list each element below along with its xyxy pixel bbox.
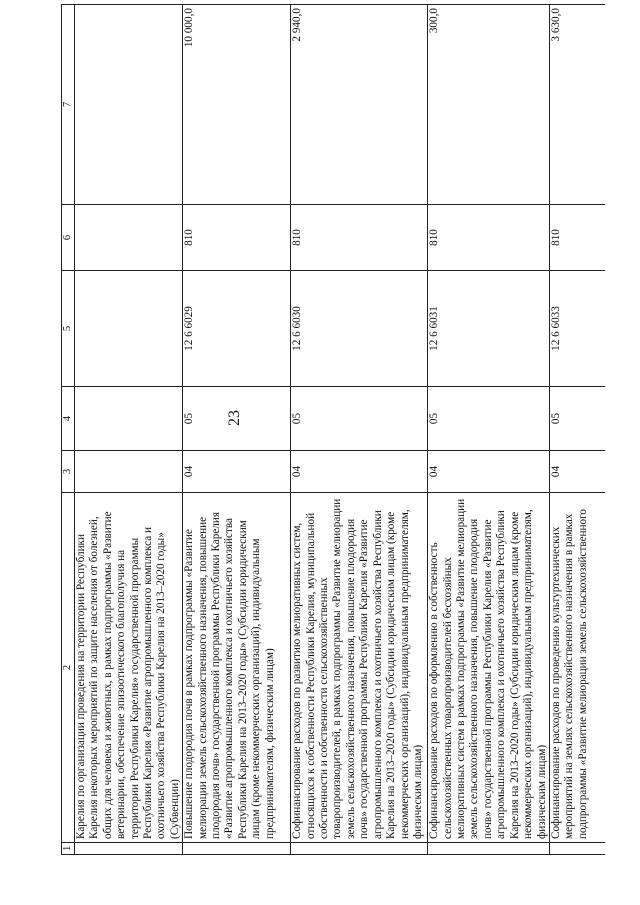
cell-expense-type bbox=[75, 205, 183, 271]
column-header: 2 bbox=[62, 493, 75, 843]
table-row bbox=[291, 5, 428, 855]
page-number: 23 bbox=[226, 410, 243, 426]
cell-subsection: 05 bbox=[291, 387, 428, 451]
cell-subsection: 05 bbox=[183, 387, 291, 451]
budget-table bbox=[61, 4, 605, 855]
cell-target-code: 12 6 6029 bbox=[183, 271, 291, 387]
column-header: 7 bbox=[62, 5, 75, 205]
cell-description: Софинансирование расходов по развитию мелиоративных систем, относящихся к собственности Республики Карелия, муниципальной собственности и собственности сельскохозяйственных товаропроизводителей, в рамках подпрограммы «Развитие мелиорации земель сельскохозяйственного назначения, повышение плодородия почв» государственной программы Республики Карелия «Развитие агропромышленного комплекса и охотничьего хозяйства Республики Карелия на 2013–2020 годы» (Субсидии юридическим лицам (кроме некоммерческих организаций), индивидуальным предпринимателям, физическим лицам) bbox=[291, 493, 428, 843]
cell-subsection: 05 bbox=[549, 387, 605, 451]
cell-target-code: 12 6 6030 bbox=[291, 271, 428, 387]
cell-amount: 2 940,0 bbox=[291, 5, 428, 205]
cell-subsection: 05 bbox=[428, 387, 550, 451]
column-header: 3 bbox=[62, 451, 75, 493]
cell-col1 bbox=[549, 843, 605, 855]
cell-expense-type: 810 bbox=[549, 205, 605, 271]
cell-description: Софинансирование расходов по оформлению в собственность сельскохозяйственных товаропроизводителей бесхозяйных мелиоративных систем в рамках подпрограммы «Развитие мелиорации земель сельскохозяйственного назначения, повышение плодородия почв» государственной программы Республики Карелия «Развитие агропромышленного комплекса и охотничьего хозяйства Республики Карелия на 2013–2020 годы» (Субсидии юридическим лицам (кроме некоммерческих организаций), индивидуальным предпринимателям, физическим лицам) bbox=[428, 493, 550, 843]
column-header: 1 bbox=[62, 843, 75, 855]
cell-amount: 300,0 bbox=[428, 5, 550, 205]
cell-target-code: 12 6 6033 bbox=[549, 271, 605, 387]
cell-expense-type: 810 bbox=[183, 205, 291, 271]
cell-expense-type: 810 bbox=[428, 205, 550, 271]
cell-section bbox=[75, 451, 183, 493]
cell-col1 bbox=[291, 843, 428, 855]
cell-section: 04 bbox=[549, 451, 605, 493]
cell-col1 bbox=[428, 843, 550, 855]
rotated-table-wrapper bbox=[61, 5, 616, 855]
cell-amount bbox=[75, 5, 183, 205]
column-header: 6 bbox=[62, 205, 75, 271]
table-row bbox=[75, 5, 183, 855]
cell-amount: 3 630,0 bbox=[549, 5, 605, 205]
column-header: 5 bbox=[62, 271, 75, 387]
cell-description: Софинансирование расходов по проведению культуртехнических мероприятий на землях сельскохозяйственного назначения в рамках подпрограммы «Развитие мелиорации земель сельскохозяйственного bbox=[549, 493, 605, 843]
cell-description: Повышение плодородия почв в рамках подпрограммы «Развитие мелиорации земель сельскохозяйственного назначения, повышение плодородия почв» государственной программы Республики Карелия «Развитие агропромышленного комплекса и охотничьего хозяйства Республики Карелия на 2013–2020 годы» (Субсидии юридическим лицам (кроме некоммерческих организаций), индивидуальным предпринимателям, физическим лицам) bbox=[183, 493, 291, 843]
cell-description: Карелия по организации проведения на территории Республики Карелия некоторых мероприятий по защите населения от болезней, общих для человека и животных, в рамках подпрограммы «Развитие ветеринарии, обеспечение эпизоотического благополучия на территории Республики Карелия» государственной программы Республики Карелия «Развитие агропромышленного комплекса и охотничьего хозяйства Республики Карелия на 2013–2020 годы» (Субвенции) bbox=[75, 493, 183, 843]
cell-col1 bbox=[75, 843, 183, 855]
column-number-row bbox=[62, 5, 75, 855]
cell-amount: 10 000,0 bbox=[183, 5, 291, 205]
cell-section: 04 bbox=[428, 451, 550, 493]
cell-col1 bbox=[183, 843, 291, 855]
table-row bbox=[428, 5, 550, 855]
cell-subsection bbox=[75, 387, 183, 451]
table-row bbox=[549, 5, 605, 855]
cell-section: 04 bbox=[291, 451, 428, 493]
cell-expense-type: 810 bbox=[291, 205, 428, 271]
cell-target-code: 12 6 6031 bbox=[428, 271, 550, 387]
cell-target-code bbox=[75, 271, 183, 387]
cell-section: 04 bbox=[183, 451, 291, 493]
table-row bbox=[183, 5, 291, 855]
column-header: 4 bbox=[62, 387, 75, 451]
